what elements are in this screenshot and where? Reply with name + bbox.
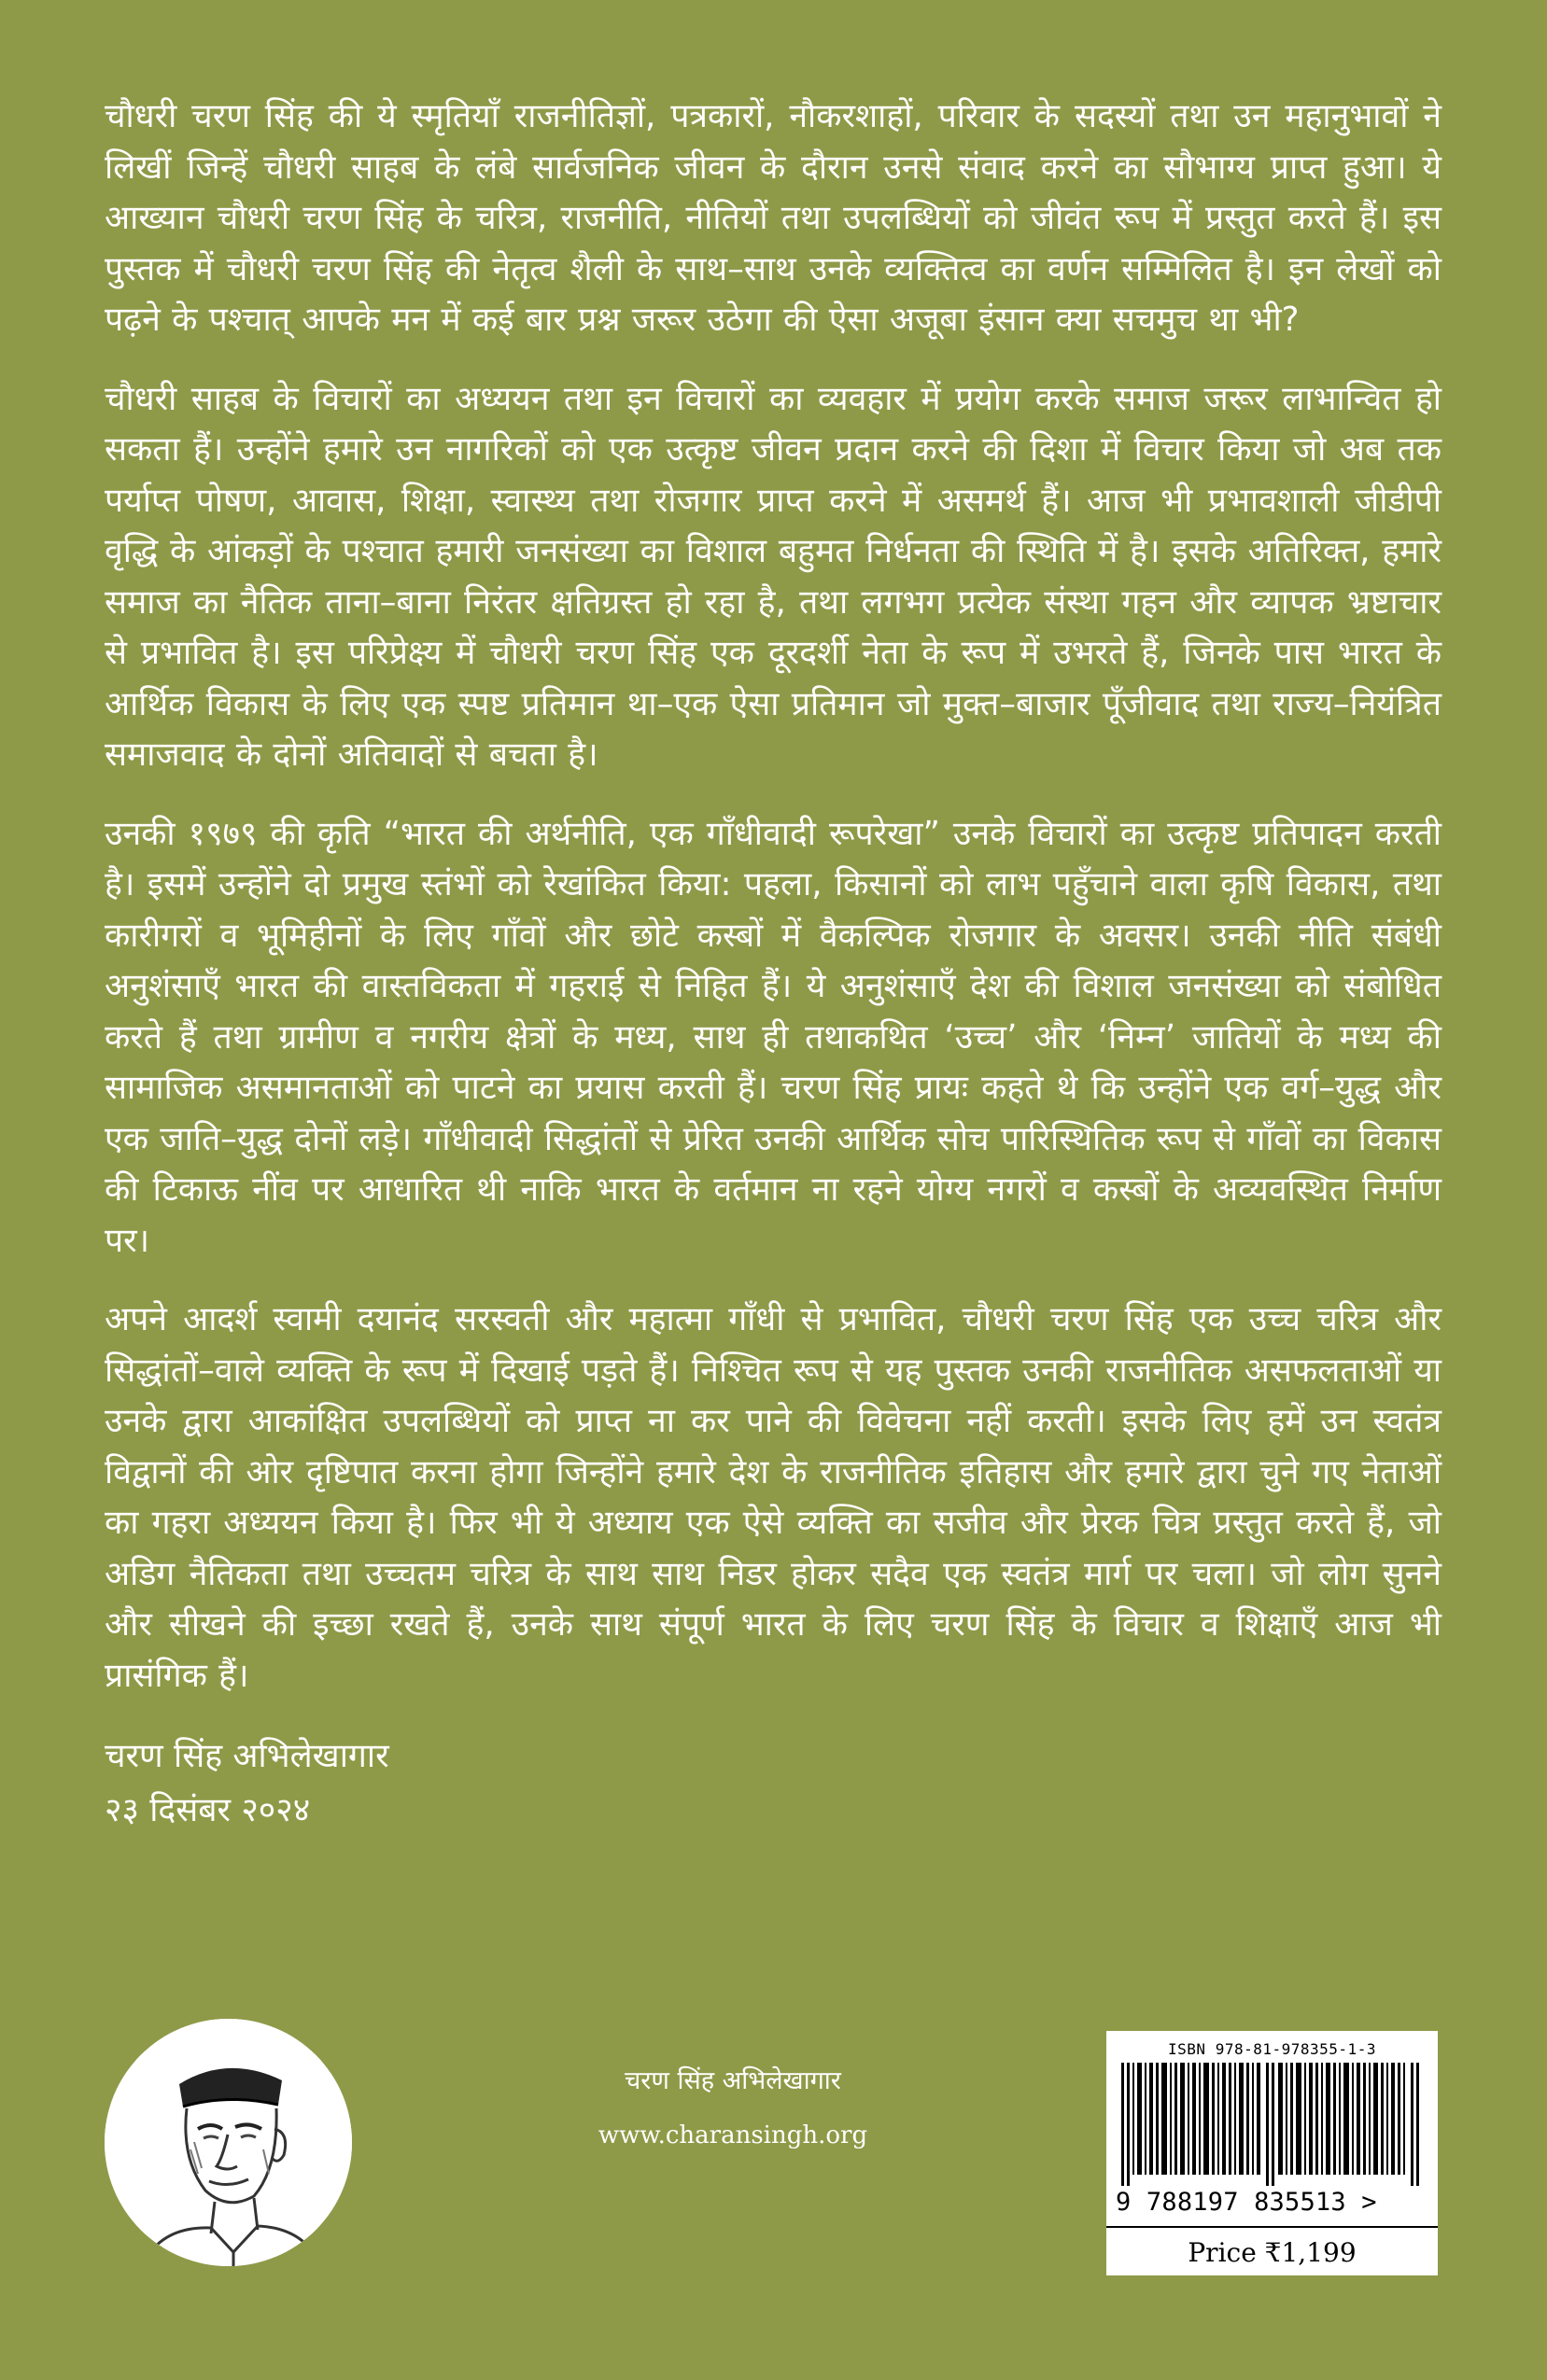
- publisher-name: चरण सिंह अभिलेखागार: [625, 2066, 841, 2095]
- paragraph-4: अपने आदर्श स्वामी दयानंद सरस्वती और महात्मा गाँधी से प्रभावित, चौधरी चरण सिंह एक उच्च चरित्र और सिद्धांतों–वाले व्यक्ति के रूप में दिखाई पड़ते हैं। निश्चित रूप से यह पुस्तक उनकी राजनीतिक असफलताओं या उनके द्वारा आकांक्षित उपलब्धियों को प्राप्त ना कर पाने की विवेचना नहीं करती। इसके लिए हमें उन स्वतंत्र विद्वानों की ओर दृष्टिपात करना होगा जिन्होंने हमारे देश के राजनीतिक इतिहास और हमारे द्वारा चुने गए नेताओं का गहरा अध्ययन किया है। फिर भी ये अध्याय एक ऐसे व्यक्ति का सजीव और प्रेरक चित्र प्रस्तुत करते हैं, जो अडिग नैतिकता तथा उच्चतम चरित्र के साथ साथ निडर होकर सदैव एक स्वतंत्र मार्ग पर चला। जो लोग सुनने और सीखने की इच्छा रखते हैं, उनके साथ संपूर्ण भारत के लिए चरण सिंह के विचार व शिक्षाएँ आज भी प्रासंगिक हैं।: [105, 1300, 1442, 1695]
- publisher-url: www.charansingh.org: [598, 2121, 868, 2149]
- portrait-sketch-icon: [105, 2019, 352, 2266]
- paragraph-2: चौधरी साहब के विचारों का अध्ययन तथा इन विचारों का व्यवहार में प्रयोग करके समाज जरूर लाभान्वित हो सकता हैं। उन्होंने हमारे उन नागरिकों को एक उत्कृष्ट जीवन प्रदान करने की दिशा में विचार किया जो अब तक पर्याप्त पोषण, आवास, शिक्षा, स्वास्थ्य तथा रोजगार प्राप्त करने में असमर्थ हैं। आज भी प्रभावशाली जीडीपी वृद्धि के आंकड़ों के पश्चात हमारी जनसंख्या का विशाल बहुमत निर्धनता की स्थिति में है। इसके अतिरिक्त, हमारे समाज का नैतिक ताना–बाना निरंतर क्षतिग्रस्त हो रहा है, तथा लगभग प्रत्येक संस्था गहन और व्यापक भ्रष्टाचार से प्रभावित है। इस परिप्रेक्ष्य में चौधरी चरण सिंह एक दूरदर्शी नेता के रूप में उभरते हैं, जिनके पास भारत के आर्थिक विकास के लिए एक स्पष्ट प्रतिमान था–एक ऐसा प्रतिमान जो मुक्त–बाजार पूँजीवाद तथा राज्य–नियंत्रित समाजवाद के दोनों अतिवादों से बचता है।: [105, 379, 1442, 774]
- blurb-text: [105, 91, 1442, 1838]
- signature-block: [105, 1729, 1442, 1838]
- paragraph-3: उनकी १९७९ की कृति “भारत की अर्थनीति, एक गाँधीवादी रूपरेखा” उनके विचारों का उत्कृष्ट प्रतिपादन करती है। इसमें उन्होंने दो प्रमुख स्तंभों को रेखांकित किया: पहला, किसानों को लाभ पहुँचाने वाला कृषि विकास, तथा कारीगरों व भूमिहीनों के लिए गाँवों और छोटे कस्बों में वैकल्पिक रोजगार के अवसर। उनकी नीति संबंधी अनुशंसाएँ भारत की वास्तविकता में गहराई से निहित हैं। ये अनुशंसाएँ देश की विशाल जनसंख्या को संबोधित करते हैं तथा ग्रामीण व नगरीय क्षेत्रों के मध्य, साथ ही तथाकथित ‘उच्च’ और ‘निम्न’ जातियों के मध्य की सामाजिक असमानताओं को पाटने का प्रयास करती हैं। चरण सिंह प्रायः कहते थे कि उन्होंने एक वर्ग–युद्ध और एक जाति–युद्ध दोनों लड़े। गाँधीवादी सिद्धांतों से प्रेरित उनकी आर्थिक सोच पारिस्थितिक रूप से गाँवों का विकास की टिकाऊ नींव पर आधारित थी नाकि भारत के वर्तमान ना रहने योग्य नगरों व कस्बों के अव्यवस्थित निर्माण पर।: [105, 814, 1442, 1260]
- paragraph-1: चौधरी चरण सिंह की ये स्मृतियाँ राजनीतिज्ञों, पत्रकारों, नौकरशाहों, परिवार के सदस्यों तथा उन महानुभावों ने लिखीं जिन्हें चौधरी साहब के लंबे सार्वजनिक जीवन के दौरान उनसे संवाद करने का सौभाग्य प्राप्त हुआ। ये आख्यान चौधरी चरण सिंह के चरित्र, राजनीति, नीतियों तथा उपलब्धियों को जीवंत रूप में प्रस्तुत करते हैं। इस पुस्तक में चौधरी चरण सिंह की नेतृत्व शैली के साथ–साथ उनके व्यक्तित्व का वर्णन सम्मिलित है। इन लेखों को पढ़ने के पश्चात् आपके मन में कई बार प्रश्न जरूर उठेगा की ऐसा अजूबा इंसान क्या सचमुच था भी?: [105, 97, 1442, 339]
- barcode-panel: [1106, 2031, 1438, 2275]
- publisher-info: [541, 2063, 924, 2154]
- barcode-icon: [1121, 2063, 1422, 2186]
- isbn-digits: 9 788197 835513 >: [1116, 2188, 1377, 2217]
- signature-name: चरण सिंह अभिलेखागार: [105, 1737, 389, 1775]
- portrait-image: [105, 2019, 352, 2266]
- signature-date: २३ दिसंबर २०२४: [105, 1791, 311, 1829]
- isbn-label: ISBN 978-81-978355-1-3: [1168, 2040, 1376, 2058]
- price-label: Price ₹1,199: [1106, 2226, 1438, 2277]
